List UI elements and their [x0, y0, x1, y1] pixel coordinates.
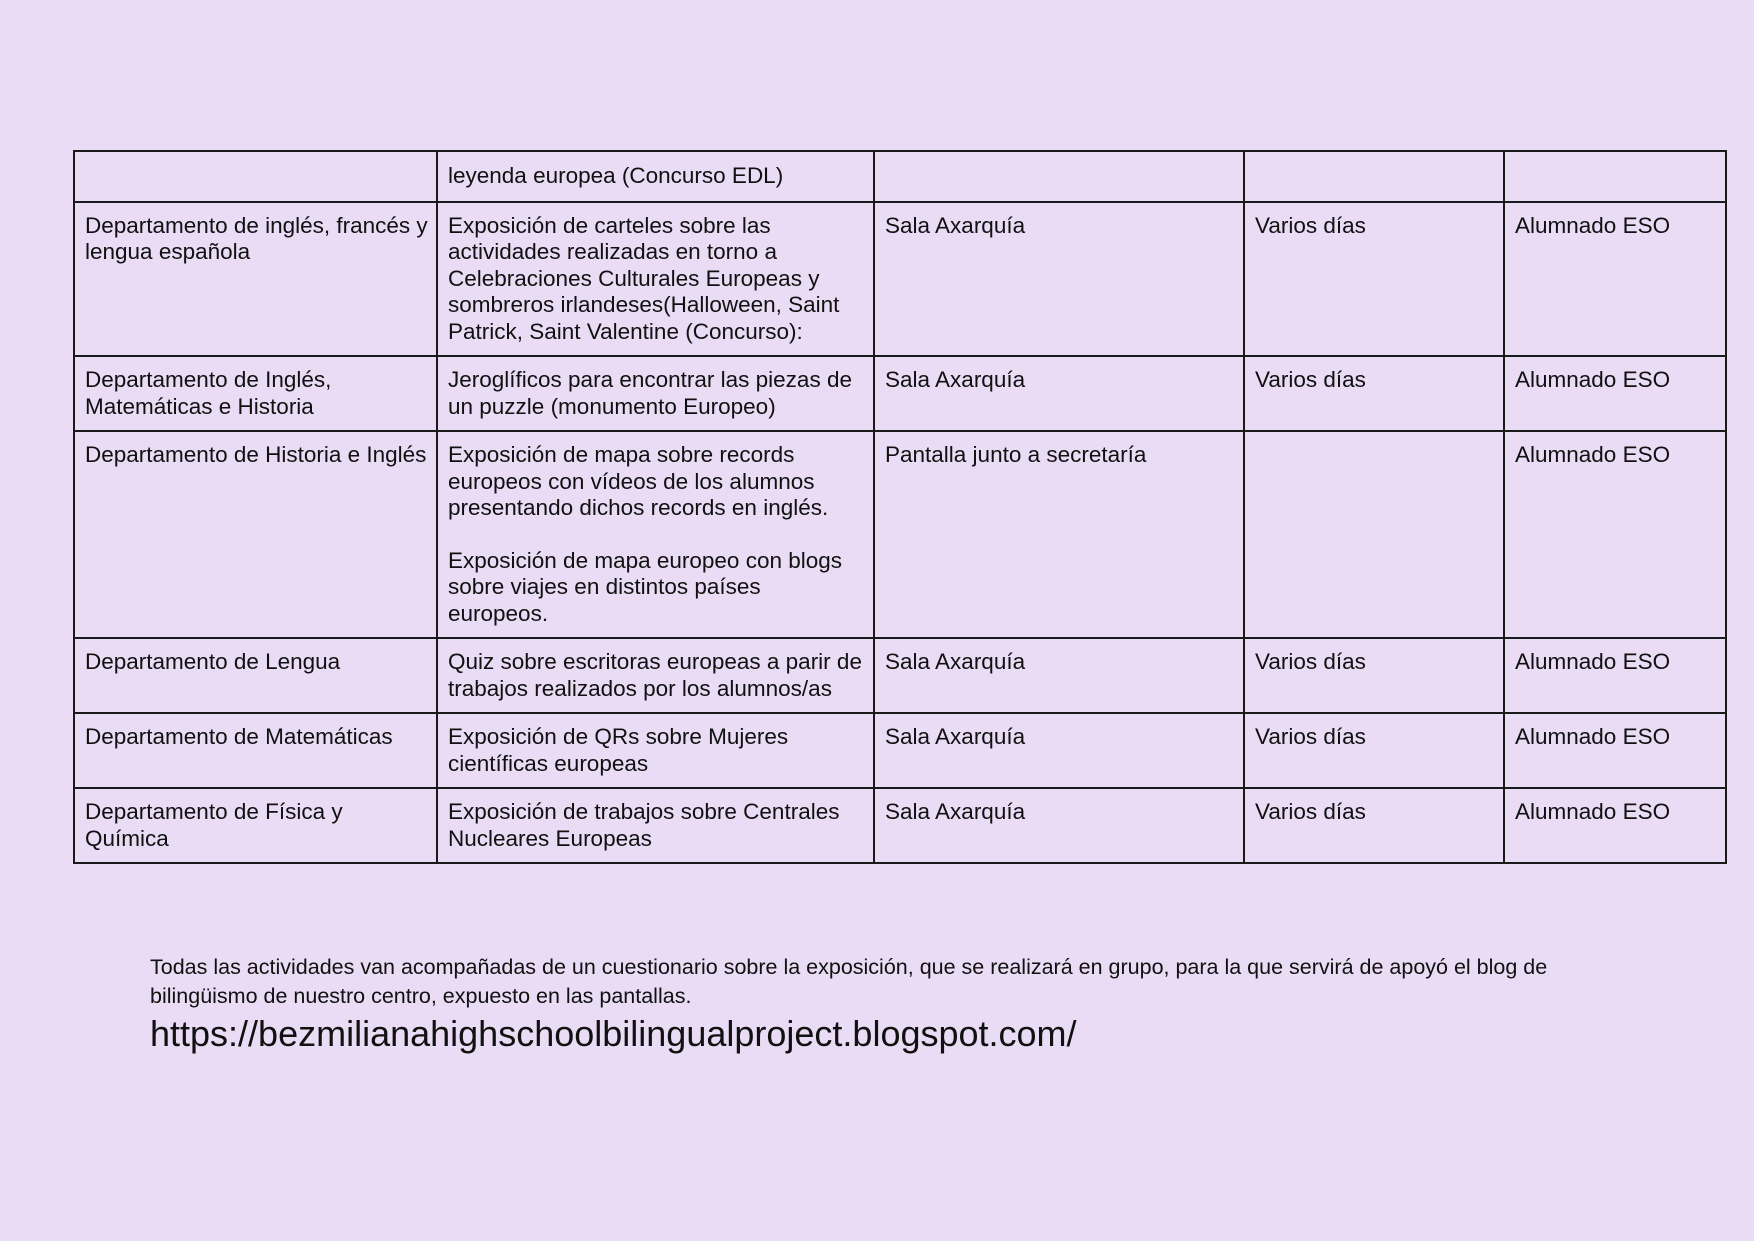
activity-cell: Quiz sobre escritoras europeas a parir de trabajos realizados por los alumnos/as	[437, 638, 874, 713]
table-row	[74, 788, 1726, 863]
date-cell: Varios días	[1244, 202, 1504, 357]
activity-paragraph: Exposición de mapa europeo con blogs sobre viajes en distintos países europeos.	[448, 547, 849, 626]
blog-link[interactable]: https://bezmilianahighschoolbilingualproject.blogspot.com/	[150, 1013, 1077, 1054]
department-cell: Departamento de Inglés, Matemáticas e Historia	[74, 356, 437, 431]
table-row	[74, 151, 1726, 202]
table-row	[74, 431, 1726, 638]
location-cell: Sala Axarquía	[874, 202, 1244, 357]
audience-cell: Alumnado ESO	[1504, 356, 1726, 431]
table-row	[74, 202, 1726, 357]
location-cell: Sala Axarquía	[874, 638, 1244, 713]
location-cell: Pantalla junto a secretaría	[874, 431, 1244, 638]
activities-table	[73, 150, 1727, 864]
table-row	[74, 356, 1726, 431]
location-cell: Sala Axarquía	[874, 788, 1244, 863]
date-cell: Varios días	[1244, 356, 1504, 431]
activity-cell: leyenda europea (Concurso EDL)	[437, 151, 874, 202]
activity-cell	[437, 431, 874, 638]
activity-cell: Jeroglíficos para encontrar las piezas de un puzzle (monumento Europeo)	[437, 356, 874, 431]
audience-cell: Alumnado ESO	[1504, 638, 1726, 713]
audience-cell: Alumnado ESO	[1504, 202, 1726, 357]
department-cell: Departamento de Física y Química	[74, 788, 437, 863]
activity-cell: Exposición de QRs sobre Mujeres científicas europeas	[437, 713, 874, 788]
audience-cell: Alumnado ESO	[1504, 713, 1726, 788]
footnote-paragraph: Todas las actividades van acompañadas de un cuestionario sobre la exposición, que se realizará en grupo, para la que servirá de apoyó el blog de bilingüismo de nuestro centro, expuesto en las pantallas.	[150, 955, 1548, 1008]
audience-cell: Alumnado ESO	[1504, 431, 1726, 638]
location-cell: Sala Axarquía	[874, 356, 1244, 431]
date-cell: Varios días	[1244, 788, 1504, 863]
activity-cell: Exposición de trabajos sobre Centrales Nucleares Europeas	[437, 788, 874, 863]
table-row	[74, 638, 1726, 713]
audience-cell: Alumnado ESO	[1504, 788, 1726, 863]
department-cell: Departamento de Historia e Inglés	[74, 431, 437, 638]
date-cell	[1244, 151, 1504, 202]
date-cell	[1244, 431, 1504, 638]
table-row	[74, 713, 1726, 788]
location-cell	[874, 151, 1244, 202]
department-cell	[74, 151, 437, 202]
department-cell: Departamento de Lengua	[74, 638, 437, 713]
date-cell: Varios días	[1244, 638, 1504, 713]
department-cell: Departamento de Matemáticas	[74, 713, 437, 788]
activity-cell: Exposición de carteles sobre las actividades realizadas en torno a Celebraciones Culturales Europeas y sombreros irlandeses(Halloween, Saint Patrick, Saint Valentine (Concurso):	[437, 202, 874, 357]
location-cell: Sala Axarquía	[874, 713, 1244, 788]
audience-cell	[1504, 151, 1726, 202]
activity-paragraph: Exposición de mapa sobre records europeos con vídeos de los alumnos presentando dichos records en inglés.	[448, 442, 829, 520]
date-cell: Varios días	[1244, 713, 1504, 788]
department-cell: Departamento de inglés, francés y lengua española	[74, 202, 437, 357]
